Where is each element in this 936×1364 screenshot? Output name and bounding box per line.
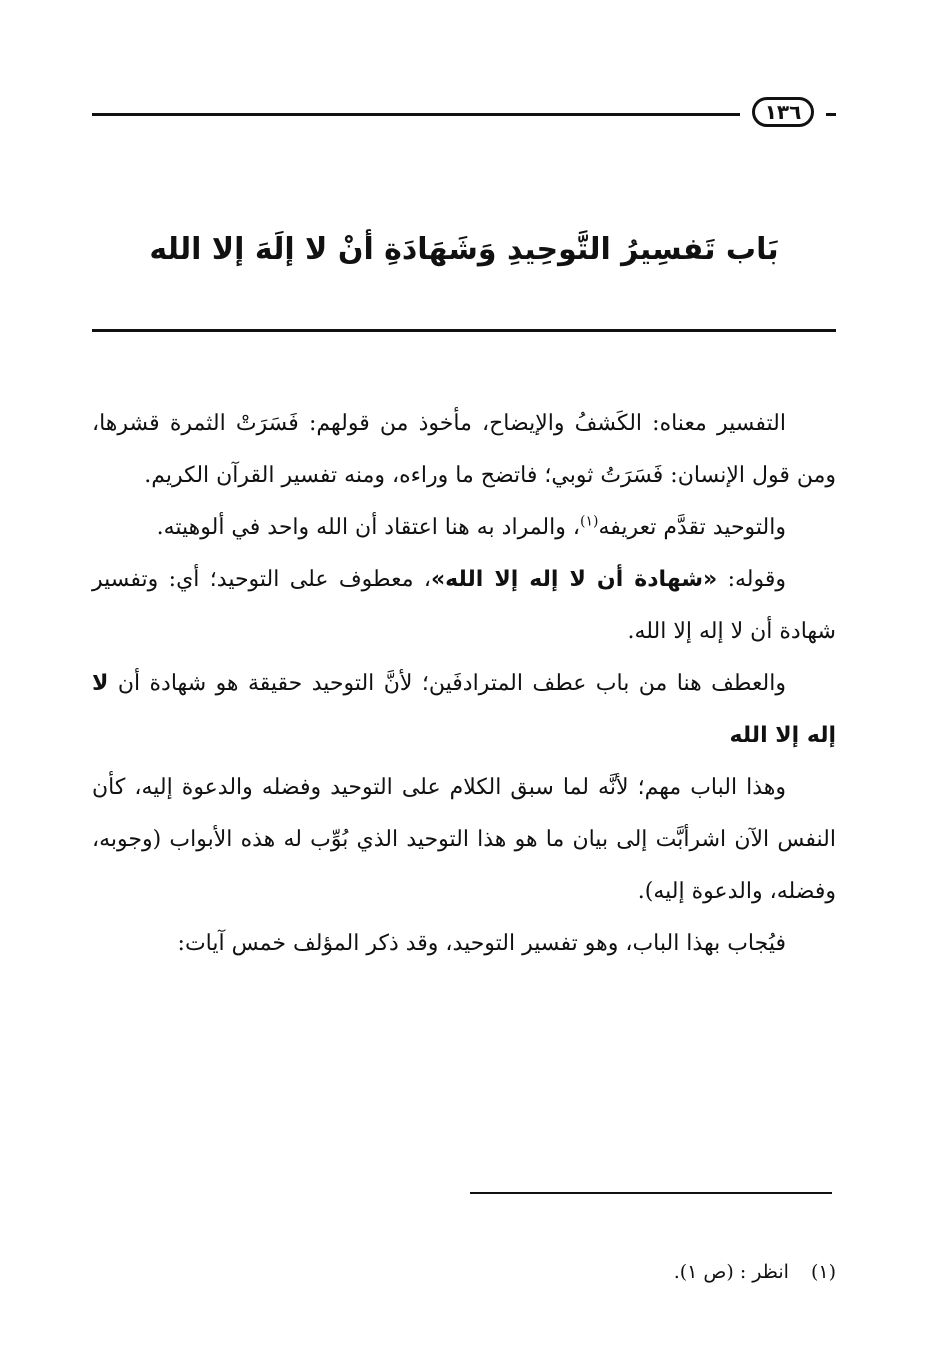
chapter-title: بَاب تَفسِيرُ التَّوحِيدِ وَشَهَادَةِ أنْ لا إلَهَ إلا الله bbox=[149, 232, 779, 267]
shahada-phrase: لا إله إلا الله bbox=[92, 671, 836, 748]
paragraph-2-start: والتوحيد تقدَّم تعريفه bbox=[598, 515, 786, 540]
paragraph-5: وهذا الباب مهم؛ لأنَّه لما سبق الكلام على التوحيد وفضله والدعوة إليه، كأن النفس الآن اشرأبَّت إلى بيان ما هو هذا التوحيد الذي بُوِّب له هذه الأبواب (وجوبه، وفضله، والدعوة إليه). bbox=[92, 775, 836, 904]
page-number-frame bbox=[740, 97, 826, 127]
paragraph-4 bbox=[92, 658, 836, 762]
paragraph-6: فيُجاب بهذا الباب، وهو تفسير التوحيد، وقد ذكر المؤلف خمس آيات: bbox=[177, 931, 786, 956]
paragraph-2-end: ، والمراد به هنا اعتقاد أن الله واحد في ألوهيته. bbox=[156, 515, 580, 540]
shahada-quote: «شهادة أن لا إله إلا الله» bbox=[430, 567, 718, 592]
header-rule bbox=[92, 113, 836, 116]
footnote bbox=[92, 1257, 836, 1287]
paragraph-3-start: وقوله: bbox=[717, 567, 786, 592]
paragraph-1: التفسير معناه: الكَشفُ والإيضاح، مأخوذ من قولهم: فَسَرَتْ الثمرة قشرها، ومن قول الإنسان: فَسَرَتُ ثوبي؛ فاتضح ما وراءه، ومنه تفسير القرآن الكريم. bbox=[92, 411, 836, 488]
page-number: ١٣٦ bbox=[752, 97, 815, 127]
paragraph-3 bbox=[92, 554, 836, 658]
body-text bbox=[92, 398, 836, 970]
footnote-ref: (١) bbox=[579, 513, 599, 530]
footnote-text: انظر : (ص ١). bbox=[673, 1261, 789, 1283]
paragraph-3-end: ، معطوف على التوحيد؛ أي: وتفسير شهادة أن لا إله إلا الله. bbox=[92, 567, 836, 644]
title-rule bbox=[92, 329, 836, 332]
footnote-number: (١) bbox=[810, 1261, 836, 1283]
paragraph-2 bbox=[92, 502, 836, 554]
paragraph-4-start: والعطف هنا من باب عطف المترادفَين؛ لأنَّ التوحيد حقيقة هو شهادة أن bbox=[117, 671, 786, 696]
footnote-rule bbox=[470, 1192, 832, 1194]
